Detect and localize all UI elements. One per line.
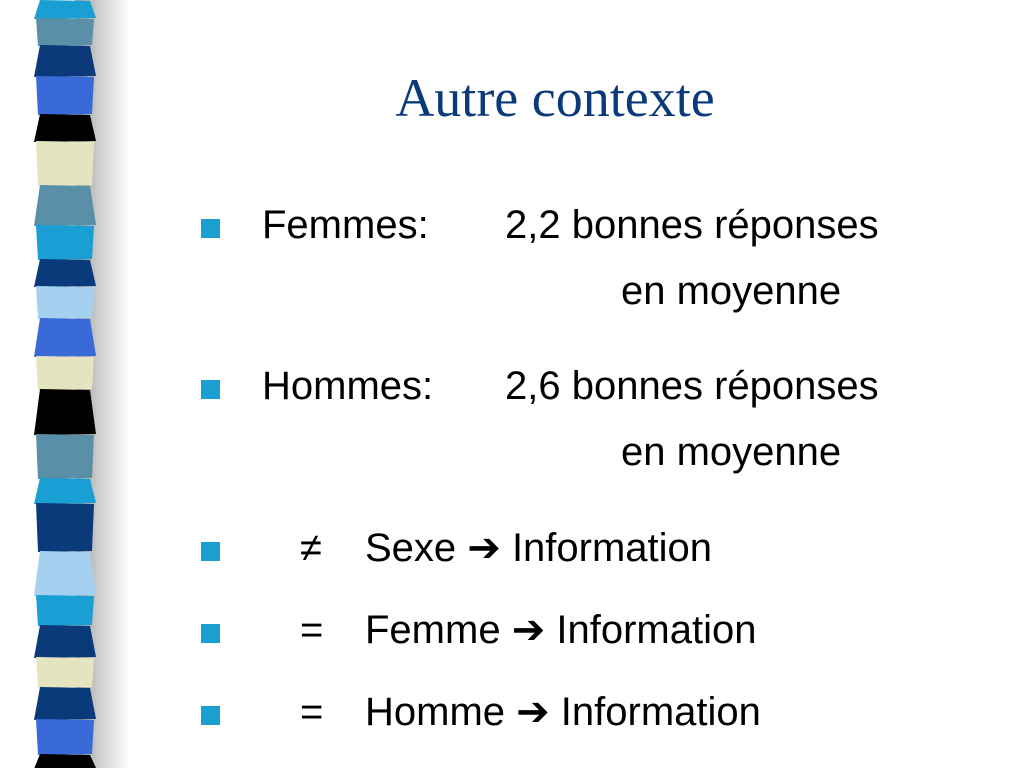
stripe-block (34, 259, 96, 287)
slide-title: Autre contexte (395, 68, 715, 128)
item-value: 2,2 bonnes réponses (505, 203, 879, 247)
item-label: Hommes: (262, 364, 434, 408)
bullet-square-icon (201, 542, 220, 561)
stripe-block (36, 18, 94, 46)
item-relation (365, 525, 712, 571)
stripe-block (34, 389, 96, 435)
stripe-block (34, 185, 96, 226)
item-left: Homme (365, 690, 506, 734)
item-right: Information (511, 526, 713, 570)
stripe-block (36, 225, 94, 260)
item-relation (365, 607, 756, 653)
stripe-block (36, 141, 94, 186)
item-continuation: en moyenne (621, 269, 842, 313)
stripe-block (36, 719, 94, 755)
item-right: Information (556, 608, 757, 652)
stripe-block (34, 551, 96, 596)
stripe-block (36, 503, 94, 552)
item-continuation: en moyenne (621, 430, 842, 474)
stripe-block (36, 434, 94, 479)
item-symbol: = (300, 690, 324, 734)
item-left: Femme (365, 608, 501, 652)
arrow-right-icon: ➔ (516, 690, 550, 734)
stripe-block (36, 657, 94, 688)
stripe-block (34, 687, 96, 720)
stripe-block (34, 0, 96, 19)
arrow-right-icon: ➔ (511, 608, 546, 652)
stripe-block (34, 318, 96, 357)
stripe-block (36, 595, 94, 626)
bullet-square-icon (201, 706, 220, 725)
item-left: Sexe (365, 526, 457, 570)
item-symbol: ≠ (300, 526, 322, 570)
bullet-square-icon (201, 380, 220, 399)
bullet-square-icon (201, 219, 220, 238)
item-symbol: = (300, 608, 324, 652)
stripe-block (34, 478, 96, 504)
stripe-block (34, 754, 96, 768)
bullet-square-icon (201, 624, 220, 643)
item-right: Information (560, 690, 761, 734)
stripe-block (36, 356, 94, 390)
item-relation (365, 689, 761, 735)
item-value: 2,6 bonnes réponses (505, 364, 879, 408)
stripe-block (34, 625, 96, 658)
arrow-right-icon: ➔ (467, 526, 501, 570)
item-label: Femmes: (262, 203, 429, 247)
stripe-block (36, 286, 94, 319)
